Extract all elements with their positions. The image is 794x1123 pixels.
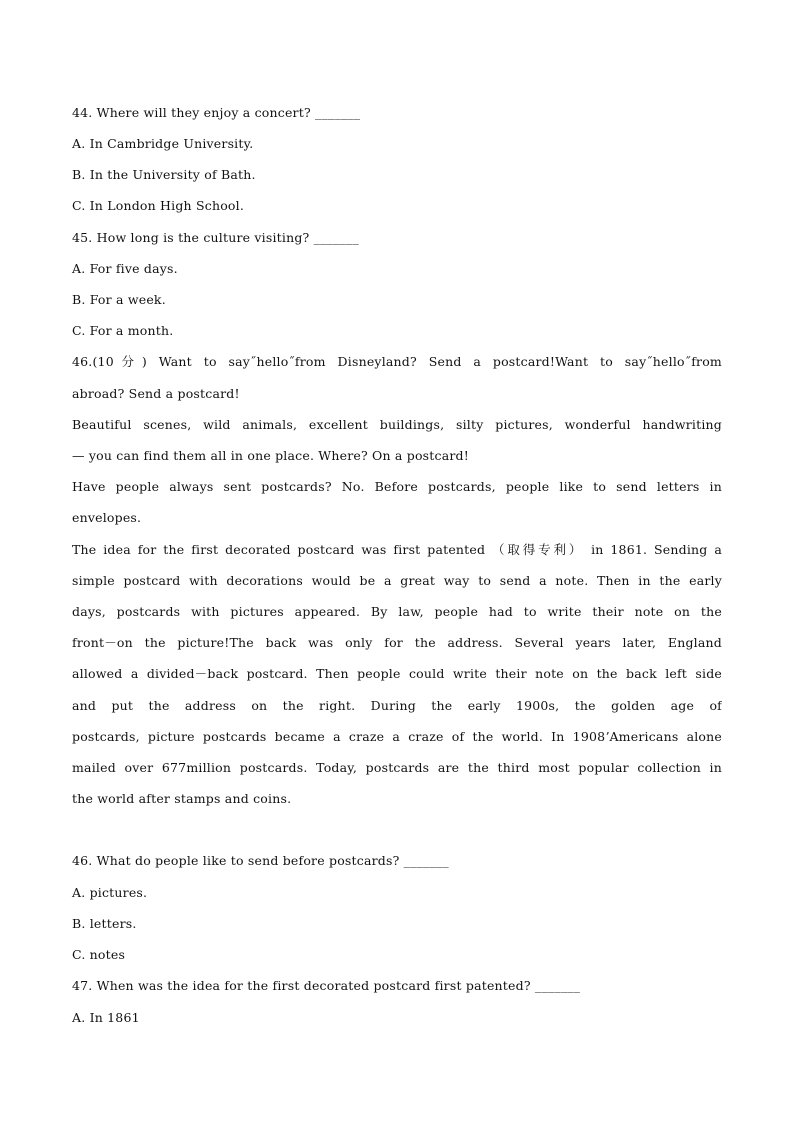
passage-line-5: Have people always sent postcards? No. Before postcards, people like to send letters in <box>72 479 722 494</box>
option-47-a: A. In 1861 <box>72 1010 140 1025</box>
option-45-c: C. For a month. <box>72 323 174 338</box>
passage-line-3: Beautiful scenes, wild animals, excellent buildings, silty pictures, wonderful handwriting <box>72 417 722 432</box>
question-44: 44. Where will they enjoy a concert? _______ <box>72 105 361 120</box>
passage-line-6: envelopes. <box>72 510 142 525</box>
option-44-a: A. In Cambridge University. <box>72 136 254 151</box>
question-45: 45. How long is the culture visiting? _______ <box>72 230 359 245</box>
passage-line-7: The idea for the first decorated postcard was first patented （取得专利） in 1861. Sending a <box>72 542 722 557</box>
passage-line-15: the world after stamps and coins. <box>72 791 292 806</box>
option-46-a: A. pictures. <box>72 885 148 900</box>
option-46-c: C. notes <box>72 947 126 962</box>
option-44-c: C. In London High School. <box>72 198 245 213</box>
passage-line-11: allowed a divided－back postcard. Then people could write their note on the back left side <box>72 666 722 681</box>
option-46-b: B. letters. <box>72 916 137 931</box>
passage-line-12: and put the address on the right. During the early 1900s, the golden age of <box>72 698 722 713</box>
passage-line-8: simple postcard with decorations would be a great way to send a note. Then in the early <box>72 573 722 588</box>
question-46: 46. What do people like to send before postcards? _______ <box>72 853 449 868</box>
option-45-b: B. For a week. <box>72 292 166 307</box>
passage-line-10: front－on the picture!The back was only for the address. Several years later, England <box>72 635 722 650</box>
passage-line-13: postcards, picture postcards became a craze a craze of the world. In 1908ʼAmericans alone <box>72 729 722 744</box>
passage-line-1: 46.(10分) Want to say˝hello˝from Disneyland? Send a postcard!Want to say˝hello˝from <box>72 354 722 369</box>
passage-line-9: days, postcards with pictures appeared. By law, people had to write their note on the <box>72 604 722 619</box>
passage-line-4: — you can find them all in one place. Where? On a postcard! <box>72 448 469 463</box>
passage-line-2: abroad? Send a postcard! <box>72 386 240 401</box>
question-47: 47. When was the idea for the first decorated postcard first patented? _______ <box>72 978 581 993</box>
passage-line-14: mailed over 677million postcards. Today, postcards are the third most popular collection in <box>72 760 722 775</box>
option-44-b: B. In the University of Bath. <box>72 167 256 182</box>
option-45-a: A. For five days. <box>72 261 178 276</box>
